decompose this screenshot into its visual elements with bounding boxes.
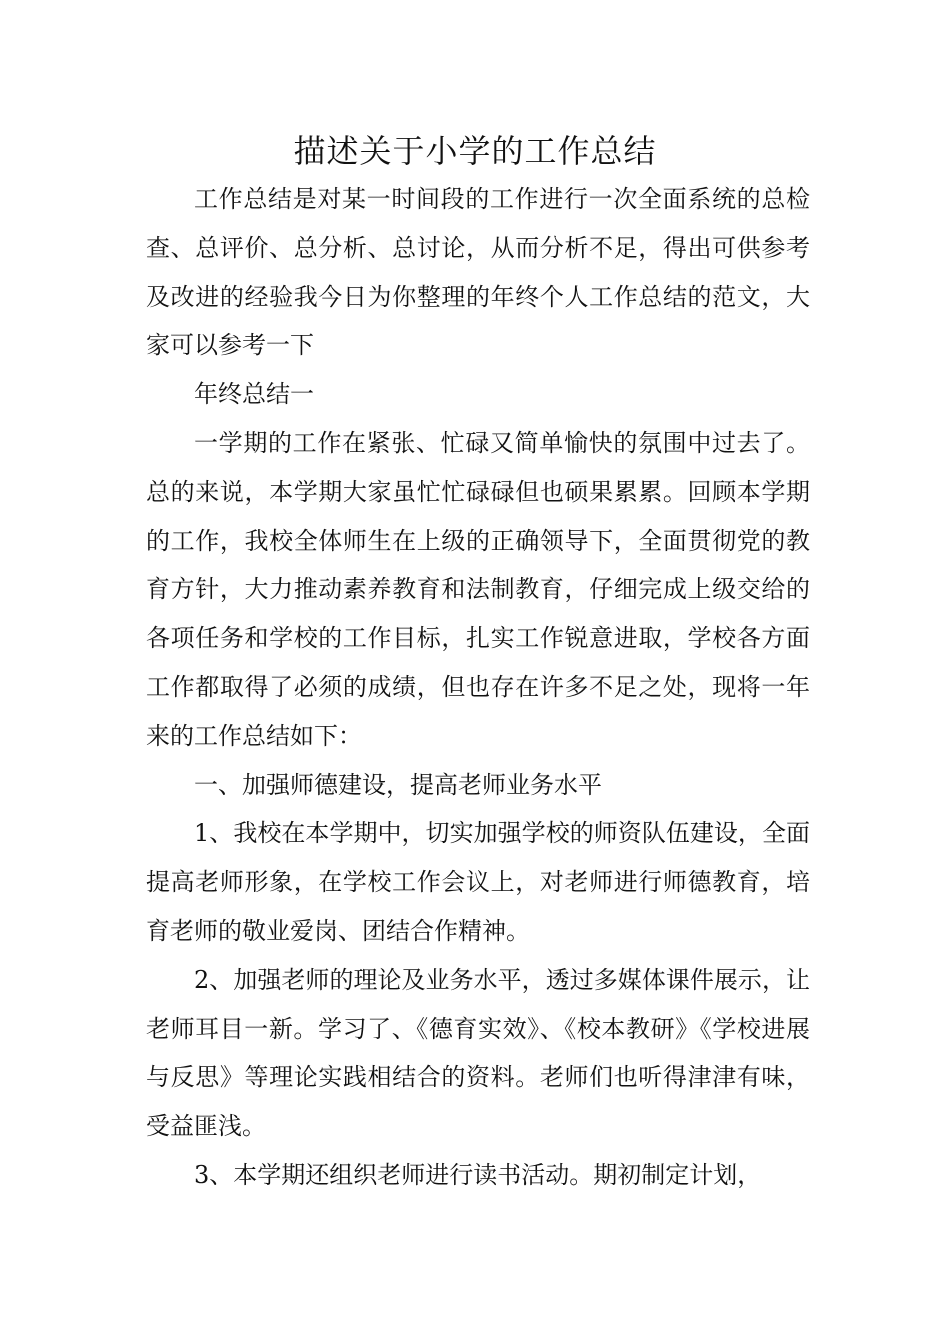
list-item-paragraph: 1、我校在本学期中，切实加强学校的师资队伍建设，全面提高老师形象，在学校工作会议上，对老师进行师德教育，培育老师的敬业爱岗、团结合作精神。 xyxy=(146,819,810,945)
document-body xyxy=(146,175,810,1200)
intro-paragraph: 工作总结是对某一时间段的工作进行一次全面系统的总检查、总评价、总分析、总讨论，从而分析不足，得出可供参考及改进的经验我今日为你整理的年终个人工作总结的范文，大家可以参考一下 xyxy=(146,185,810,360)
section-heading: 年终总结一 xyxy=(194,380,314,409)
subsection-heading: 一、加强师德建设，提高老师业务水平 xyxy=(194,770,602,799)
body-paragraph: 一学期的工作在紧张、忙碌又简单愉快的氛围中过去了。总的来说，本学期大家虽忙忙碌碌但也硕果累累。回顾本学期的工作，我校全体师生在上级的正确领导下，全面贯彻党的教育方针，大力推动素养教育和法制教育，仔细完成上级交给的各项任务和学校的工作目标，扎实工作锐意进取，学校各方面工作都取得了必须的成绩，但也存在许多不足之处，现将一年来的工作总结如下： xyxy=(146,428,810,750)
document-title: 描述关于小学的工作总结 xyxy=(293,132,657,170)
list-item-paragraph: 3、本学期还组织老师进行读书活动。期初制定计划， xyxy=(194,1160,762,1189)
list-item-paragraph: 2、加强老师的理论及业务水平，透过多媒体课件展示，让老师耳目一新。学习了、《德育实效》、《校本教研》《学校进展与反思》等理论实践相结合的资料。老师们也听得津津有味，受益匪浅。 xyxy=(146,965,810,1141)
